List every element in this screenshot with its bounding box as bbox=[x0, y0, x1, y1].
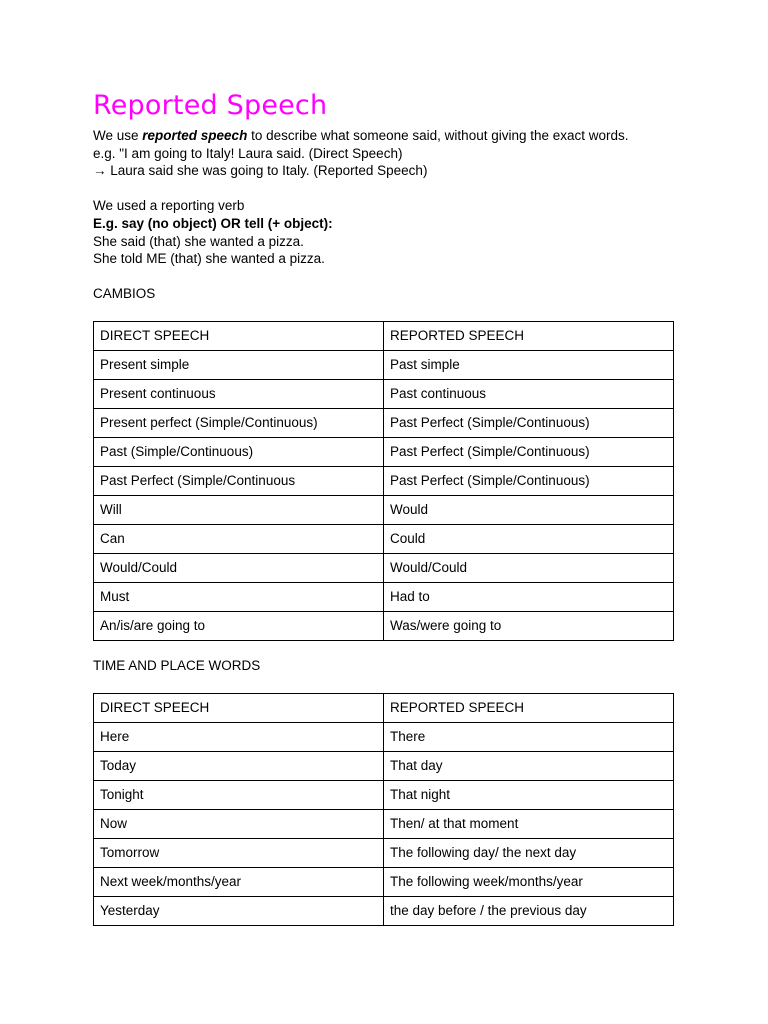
tense-changes-table bbox=[93, 321, 674, 641]
intro-example-reported: → Laura said she was going to Italy. (Reported Speech) bbox=[93, 163, 428, 179]
say-tell-rule: E.g. say (no object) OR tell (+ object): bbox=[93, 215, 333, 231]
reported-speech-cell: Past Perfect (Simple/Continuous) bbox=[384, 437, 674, 466]
direct-speech-cell: Now bbox=[94, 809, 384, 838]
reported-speech-cell: Would bbox=[384, 495, 674, 524]
table-row bbox=[94, 379, 674, 408]
table-row bbox=[94, 896, 674, 925]
reported-speech-cell: Could bbox=[384, 524, 674, 553]
page-title: Reported Speech bbox=[93, 90, 328, 121]
table-row bbox=[94, 437, 674, 466]
reported-speech-cell: Would/Could bbox=[384, 553, 674, 582]
table-row bbox=[94, 582, 674, 611]
table-row bbox=[94, 524, 674, 553]
direct-speech-cell: Next week/months/year bbox=[94, 867, 384, 896]
direct-speech-cell: Tomorrow bbox=[94, 838, 384, 867]
reported-speech-cell: Past Perfect (Simple/Continuous) bbox=[384, 408, 674, 437]
section-label-time-place: TIME AND PLACE WORDS bbox=[93, 657, 261, 673]
direct-speech-cell: Yesterday bbox=[94, 896, 384, 925]
section-label-cambios: CAMBIOS bbox=[93, 286, 156, 302]
direct-speech-cell: Present simple bbox=[94, 350, 384, 379]
header-direct-speech: DIRECT SPEECH bbox=[94, 693, 384, 722]
direct-speech-cell: Tonight bbox=[94, 780, 384, 809]
direct-speech-cell: Today bbox=[94, 751, 384, 780]
reported-speech-cell: The following day/ the next day bbox=[384, 838, 674, 867]
table-row bbox=[94, 838, 674, 867]
table-row bbox=[94, 867, 674, 896]
reported-speech-cell: There bbox=[384, 722, 674, 751]
reported-speech-cell: the day before / the previous day bbox=[384, 896, 674, 925]
table-row bbox=[94, 722, 674, 751]
intro-definition-pre: We use bbox=[93, 128, 143, 143]
direct-speech-cell: Present perfect (Simple/Continuous) bbox=[94, 408, 384, 437]
time-place-words-table bbox=[93, 693, 674, 926]
table-row bbox=[94, 350, 674, 379]
direct-speech-cell: Present continuous bbox=[94, 379, 384, 408]
table-row bbox=[94, 809, 674, 838]
direct-speech-cell: Must bbox=[94, 582, 384, 611]
table-row bbox=[94, 495, 674, 524]
reported-speech-cell: Had to bbox=[384, 582, 674, 611]
reported-speech-cell: The following week/months/year bbox=[384, 867, 674, 896]
reported-speech-cell: Past continuous bbox=[384, 379, 674, 408]
direct-speech-cell: Will bbox=[94, 495, 384, 524]
table-row bbox=[94, 751, 674, 780]
direct-speech-cell: Would/Could bbox=[94, 553, 384, 582]
intro-definition-emphasis: reported speech bbox=[142, 128, 248, 143]
reported-speech-cell: Then/ at that moment bbox=[384, 809, 674, 838]
direct-speech-cell: An/is/are going to bbox=[94, 611, 384, 640]
intro-definition-post: to describe what someone said, without giving the exact words. bbox=[247, 128, 629, 143]
intro-definition bbox=[93, 127, 683, 145]
say-example: She said (that) she wanted a pizza. bbox=[93, 233, 304, 249]
table-row bbox=[94, 611, 674, 640]
table-header-row bbox=[94, 321, 674, 350]
reported-speech-cell: Past Perfect (Simple/Continuous) bbox=[384, 466, 674, 495]
tell-example: She told ME (that) she wanted a pizza. bbox=[93, 251, 325, 267]
header-direct-speech: DIRECT SPEECH bbox=[94, 321, 384, 350]
direct-speech-cell: Past Perfect (Simple/Continuous bbox=[94, 466, 384, 495]
direct-speech-cell: Can bbox=[94, 524, 384, 553]
reporting-verb-note: We used a reporting verb bbox=[93, 198, 245, 214]
table-row bbox=[94, 408, 674, 437]
header-reported-speech: REPORTED SPEECH bbox=[384, 693, 674, 722]
table-header-row bbox=[94, 693, 674, 722]
direct-speech-cell: Here bbox=[94, 722, 384, 751]
direct-speech-cell: Past (Simple/Continuous) bbox=[94, 437, 384, 466]
table-row bbox=[94, 553, 674, 582]
document-page bbox=[93, 88, 683, 926]
table-row bbox=[94, 780, 674, 809]
reported-speech-cell: Past simple bbox=[384, 350, 674, 379]
header-reported-speech: REPORTED SPEECH bbox=[384, 321, 674, 350]
spacer bbox=[93, 180, 683, 198]
table-row bbox=[94, 466, 674, 495]
reported-speech-cell: That day bbox=[384, 751, 674, 780]
reported-speech-cell: That night bbox=[384, 780, 674, 809]
reported-speech-cell: Was/were going to bbox=[384, 611, 674, 640]
intro-example-direct: e.g. "I am going to Italy! Laura said. (Direct Speech) bbox=[93, 145, 403, 161]
